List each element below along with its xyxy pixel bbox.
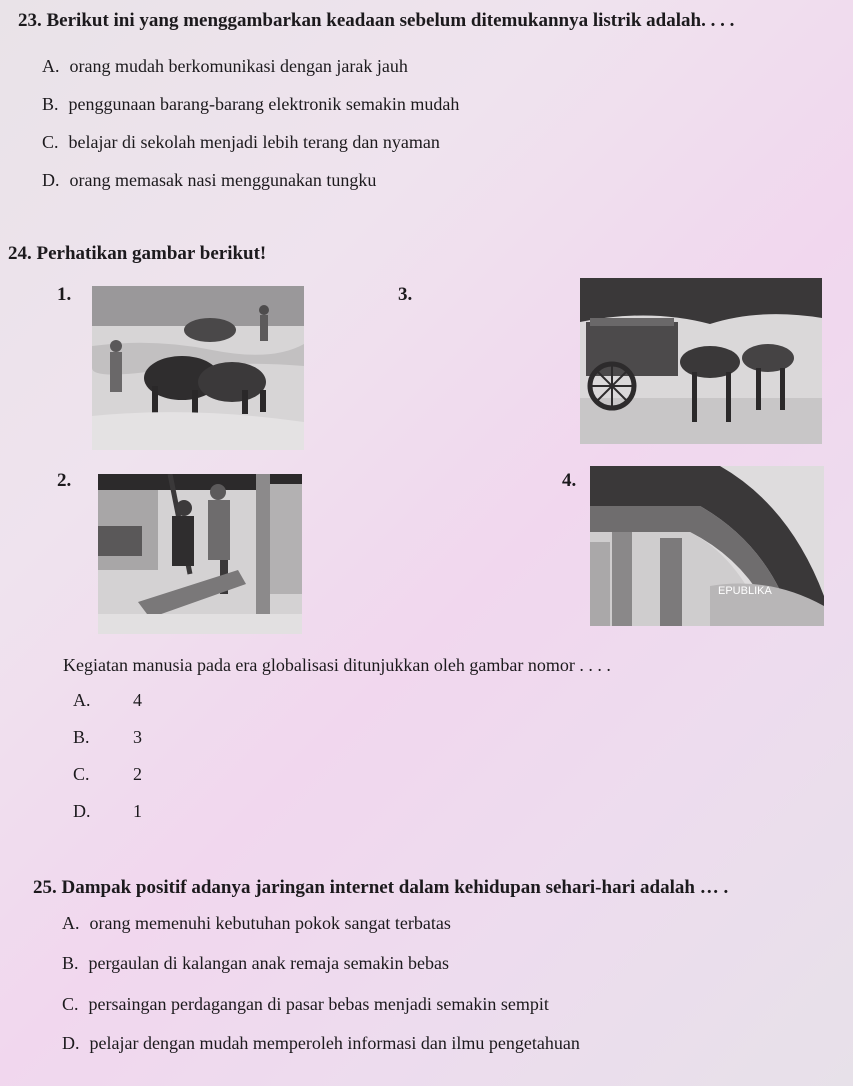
option-text: belajar di sekolah menjadi lebih terang dan nyaman	[68, 132, 440, 152]
figure-2-number: 2.	[57, 470, 72, 491]
figure-4-number: 4.	[562, 470, 577, 491]
option-letter: A.	[73, 690, 91, 710]
flyover-bridge-photo	[590, 466, 824, 626]
question-25-option-b[interactable]	[62, 953, 449, 974]
question-23-title: 23. Berikut ini yang menggambarkan keadaan sebelum ditemukannya listrik adalah. . . .	[18, 10, 735, 31]
watermark-text: EPUBLIKA	[718, 585, 772, 597]
option-letter: C.	[73, 764, 90, 784]
option-letter: B.	[62, 953, 79, 973]
question-24-option-d[interactable]	[73, 801, 142, 822]
rice-pounding-photo	[98, 474, 302, 634]
figure-1-number: 1.	[57, 284, 72, 305]
question-25-option-a[interactable]	[62, 913, 451, 934]
option-letter: A.	[42, 56, 60, 76]
question-24-option-b[interactable]	[73, 727, 142, 748]
horse-cart-photo	[580, 278, 822, 444]
option-letter: A.	[62, 913, 80, 933]
question-23-option-d[interactable]	[42, 170, 376, 191]
option-text: 3	[133, 727, 142, 747]
option-letter: D.	[42, 170, 60, 190]
question-25-title: 25. Dampak positif adanya jaringan internet dalam kehidupan sehari-hari adalah … .	[33, 877, 729, 898]
option-text: orang memasak nasi menggunakan tungku	[69, 170, 377, 190]
option-text: persaingan perdagangan di pasar bebas menjadi semakin sempit	[88, 994, 549, 1014]
question-23-option-c[interactable]	[42, 132, 440, 153]
question-24-option-a[interactable]	[73, 690, 142, 711]
question-24-title: 24. Perhatikan gambar berikut!	[8, 243, 267, 264]
option-text: penggunaan barang-barang elektronik semakin mudah	[68, 94, 460, 114]
option-text: pergaulan di kalangan anak remaja semakin bebas	[88, 953, 450, 973]
option-letter: C.	[62, 994, 79, 1014]
option-text: pelajar dengan mudah memperoleh informasi dan ilmu pengetahuan	[89, 1033, 580, 1053]
option-text: 1	[133, 801, 142, 821]
option-letter: D.	[62, 1033, 80, 1053]
figure-3-number: 3.	[398, 284, 413, 305]
option-letter: C.	[42, 132, 59, 152]
option-letter: B.	[73, 727, 90, 747]
option-letter: D.	[73, 801, 91, 821]
option-text: orang mudah berkomunikasi dengan jarak jauh	[69, 56, 408, 76]
question-25-option-c[interactable]	[62, 994, 549, 1015]
option-text: 4	[133, 690, 142, 710]
question-23-option-b[interactable]	[42, 94, 459, 115]
question-23-option-a[interactable]	[42, 56, 408, 77]
option-text: orang memenuhi kebutuhan pokok sangat terbatas	[89, 913, 451, 933]
option-letter: B.	[42, 94, 59, 114]
plowing-buffalo-photo	[92, 286, 304, 450]
question-24-option-c[interactable]	[73, 764, 142, 785]
question-24-prompt: Kegiatan manusia pada era globalisasi ditunjukkan oleh gambar nomor . . . .	[63, 655, 611, 675]
option-text: 2	[133, 764, 142, 784]
question-25-option-d[interactable]	[62, 1033, 580, 1054]
